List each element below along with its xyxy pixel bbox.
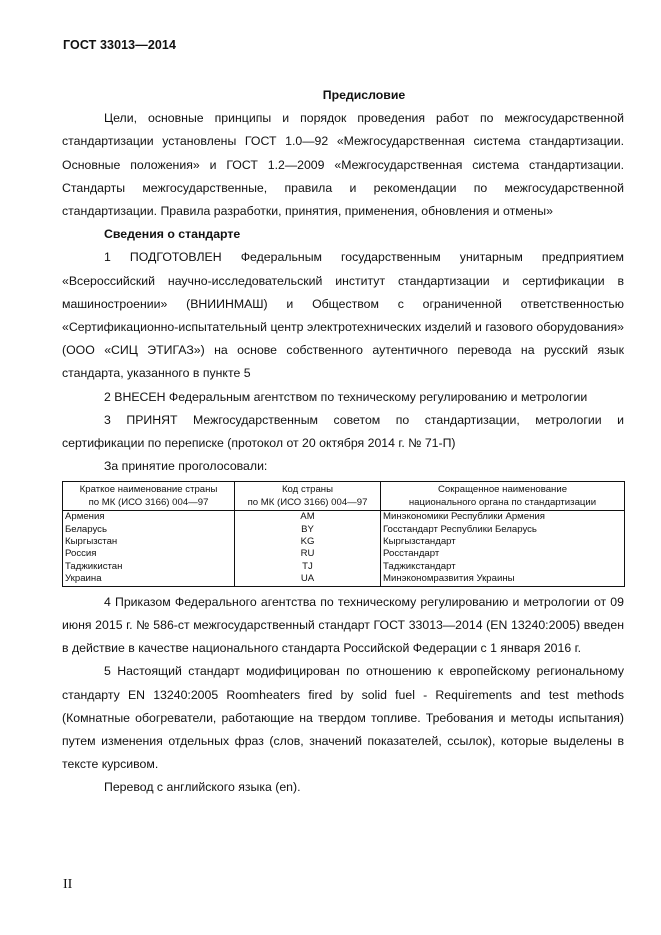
table-row: [63, 511, 625, 524]
table-row: [63, 573, 625, 586]
page-number: II: [63, 877, 73, 892]
header-country-name: Краткое наименование страны по МК (ИСО 3166) 004—97: [63, 482, 235, 511]
national-body-cell: Таджикстандарт: [381, 561, 625, 573]
header-national-body: Сокращенное наименование национального органа по стандартизации: [381, 482, 625, 511]
item-4-order: 4 Приказом Федерального агентства по техническому регулированию и метрологии от 09 июня 2015 г. № 586-ст межгосударственный стандарт ГОСТ 33013—2014 (EN 13240:2005) введен в действие в качестве национального стандарта Российской Федерации с 1 января 2016 г.: [62, 594, 624, 656]
votes-label: За принятие проголосовали:: [104, 459, 268, 474]
table-row: [63, 548, 625, 560]
table-row: [63, 536, 625, 548]
country-code-cell: AM: [235, 511, 381, 524]
document-code-header: ГОСТ 33013—2014: [63, 38, 177, 52]
country-name-cell: Таджикистан: [63, 561, 235, 573]
country-code-cell: BY: [235, 524, 381, 536]
standard-info-heading: Сведения о стандарте: [104, 227, 241, 242]
national-body-cell: Минэкономики Республики Армения: [381, 511, 625, 524]
national-body-cell: Кыргызстандарт: [381, 536, 625, 548]
country-name-cell: Украина: [63, 573, 235, 586]
vote-table-header-row: [63, 482, 625, 511]
foreword-intro-paragraph: Цели, основные принципы и порядок проведения работ по межгосударственной стандартизации установлены ГОСТ 1.0—92 «Межгосударственная система стандартизации. Основные положения» и ГОСТ 1.2—2009 «Межгосударственная система стандартизации. Стандарты межгосударственные, правила и рекомендации по межгосударственной стандартизации. Правила разработки, принятия, применения, обновления и отмены»: [62, 111, 624, 219]
national-body-cell: Госстандарт Республики Беларусь: [381, 524, 625, 536]
foreword-body: [62, 84, 624, 800]
country-code-cell: RU: [235, 548, 381, 560]
country-code-cell: TJ: [235, 561, 381, 573]
national-body-cell: Минэкономразвития Украины: [381, 573, 625, 586]
country-name-cell: Россия: [63, 548, 235, 560]
country-name-cell: Кыргызстан: [63, 536, 235, 548]
item-5-modification: 5 Настоящий стандарт модифицирован по отношению к европейскому региональному стандарту EN 13240:2005 Roomheaters fired by solid fuel - Requirements and test methods (Комнатные обогреватели, работающие на твердом топливе. Требования и методы испытания) путем изменения отдельных фраз (слов, значений показателей, ссылок), которые выделены в тексте курсивом.: [62, 664, 624, 772]
national-body-cell: Росстандарт: [381, 548, 625, 560]
vote-table: [62, 481, 625, 586]
country-name-cell: Беларусь: [63, 524, 235, 536]
item-2-submitted: 2 ВНЕСЕН Федеральным агентством по техническому регулированию и метрологии: [104, 389, 588, 404]
table-row: [63, 524, 625, 536]
item-1-prepared: 1 ПОДГОТОВЛЕН Федеральным государственным унитарным предприятием «Всероссийский научно-исследовательский институт стандартизации и сертификации в машиностроении» (ВНИИНМАШ) и Обществом с ограниченной ответственностью «Сертификационно-испытательный центр электротехнических изделий и газового оборудования» (ООО «СИЦ ЭТИГАЗ») на основе собственного аутентичного перевода на русский язык стандарта, указанного в пункте 5: [62, 250, 624, 381]
foreword-title: Предисловие: [322, 88, 406, 102]
header-country-code: Код страны по МК (ИСО 3166) 004—97: [235, 482, 381, 511]
table-row: [63, 561, 625, 573]
country-code-cell: UA: [235, 573, 381, 586]
country-code-cell: KG: [235, 536, 381, 548]
country-name-cell: Армения: [63, 511, 235, 524]
item-3-adopted: 3 ПРИНЯТ Межгосударственным советом по стандартизации, метрологии и сертификации по переписке (протокол от 20 октября 2014 г. № 71-П): [62, 412, 624, 451]
translation-note: Перевод с английского языка (en).: [104, 780, 301, 795]
